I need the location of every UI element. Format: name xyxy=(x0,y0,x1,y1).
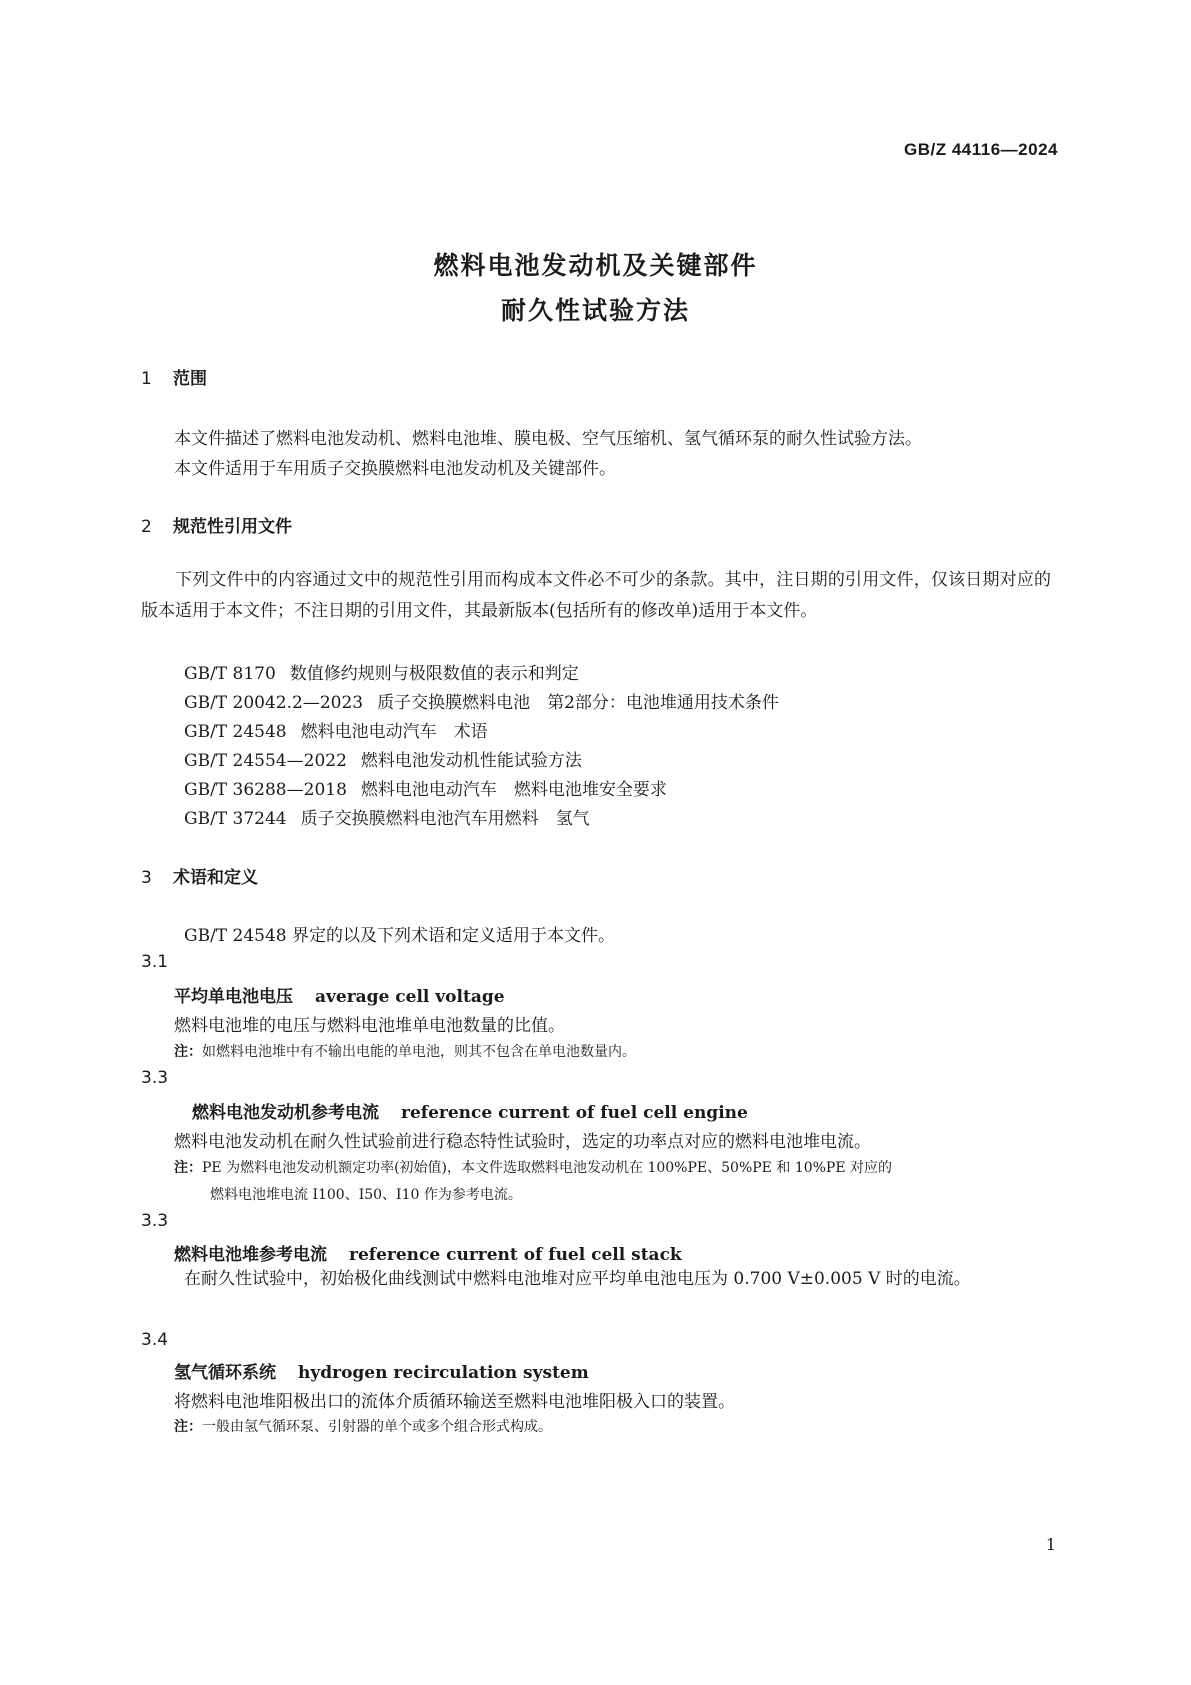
page-number: 1 xyxy=(1045,1535,1056,1554)
clause-number: 3.4 xyxy=(141,1330,169,1350)
clause-number: 3.3 xyxy=(141,1211,169,1231)
term-zh: 燃料电池堆参考电流 xyxy=(174,1245,327,1265)
reference-item: GB/T 36288—2018 燃料电池电动汽车 燃料电池堆安全要求 xyxy=(184,780,667,800)
document-title-line-1: 燃料电池发动机及关键部件 xyxy=(433,251,758,280)
reference-item: GB/T 24554—2022 燃料电池发动机性能试验方法 xyxy=(184,751,582,771)
scope-paragraph-2: 本文件适用于车用质子交换膜燃料电池发动机及关键部件。 xyxy=(174,459,616,479)
term-definition: 在耐久性试验中，初始极化曲线测试中燃料电池堆对应平均单电池电压为 0.700 V±0.005 V 时的电流。 xyxy=(184,1269,971,1289)
terms-intro: GB/T 24548 界定的以及下列术语和定义适用于本文件。 xyxy=(184,926,616,946)
reference-item: GB/T 24548 燃料电池电动汽车 术语 xyxy=(184,722,488,742)
term-en: reference current of fuel cell stack xyxy=(349,1245,682,1265)
standard-number: GB/Z 44116—2024 xyxy=(904,140,1058,159)
term-en: hydrogen recirculation system xyxy=(298,1363,589,1383)
term-note: 注：PE 为燃料电池发动机额定功率(初始值)，本文件选取燃料电池发动机在 100%PE、50%PE 和 10%PE 对应的 xyxy=(174,1160,892,1176)
section-title: 规范性引用文件 xyxy=(173,517,292,537)
term-definition: 燃料电池发动机在耐久性试验前进行稳态特性试验时，选定的功率点对应的燃料电池堆电流。 xyxy=(174,1132,871,1152)
term-en: reference current of fuel cell engine xyxy=(401,1103,748,1123)
term-note: 注：如燃料电池堆中有不输出电能的单电池，则其不包含在单电池数量内。 xyxy=(174,1044,636,1060)
term-entry xyxy=(192,1098,748,1123)
section-number: 2 xyxy=(141,517,152,537)
reference-item: GB/T 37244 质子交换膜燃料电池汽车用燃料 氢气 xyxy=(184,809,590,829)
term-entry xyxy=(174,1240,682,1265)
section-number: 3 xyxy=(141,868,152,888)
term-definition: 将燃料电池堆阳极出口的流体介质循环输送至燃料电池堆阳极入口的装置。 xyxy=(174,1392,735,1412)
term-entry xyxy=(174,1358,589,1383)
term-note: 注：一般由氢气循环泵、引射器的单个或多个组合形式构成。 xyxy=(174,1419,552,1435)
section-1-heading xyxy=(141,364,207,389)
clause-number: 3.1 xyxy=(141,952,169,972)
document-title-line-2: 耐久性试验方法 xyxy=(500,296,690,325)
term-en: average cell voltage xyxy=(315,987,505,1007)
term-zh: 燃料电池发动机参考电流 xyxy=(192,1103,379,1123)
term-definition: 燃料电池堆的电压与燃料电池堆单电池数量的比值。 xyxy=(174,1016,565,1036)
section-3-heading xyxy=(141,863,258,888)
scope-paragraph-1: 本文件描述了燃料电池发动机、燃料电池堆、膜电极、空气压缩机、氢气循环泵的耐久性试验方法。 xyxy=(174,429,922,449)
reference-item: GB/T 20042.2—2023 质子交换膜燃料电池 第2部分：电池堆通用技术条件 xyxy=(184,693,779,713)
normative-references-intro: 下列文件中的内容通过文中的规范性引用而构成本文件必不可少的条款。其中，注日期的引用文件，仅该日期对应的版本适用于本文件；不注日期的引用文件，其最新版本(包括所有的修改单)适用于本文件。 xyxy=(141,570,1051,621)
term-entry xyxy=(174,982,505,1007)
reference-item: GB/T 8170 数值修约规则与极限数值的表示和判定 xyxy=(184,664,579,684)
section-title: 术语和定义 xyxy=(173,868,258,888)
term-note-continuation: 燃料电池堆电流 I100、I50、I10 作为参考电流。 xyxy=(210,1187,522,1203)
term-zh: 氢气循环系统 xyxy=(174,1363,276,1383)
term-zh: 平均单电池电压 xyxy=(174,987,293,1007)
clause-number: 3.3 xyxy=(141,1068,169,1088)
section-number: 1 xyxy=(141,369,152,389)
section-title: 范围 xyxy=(173,369,207,389)
section-2-heading xyxy=(141,512,292,537)
